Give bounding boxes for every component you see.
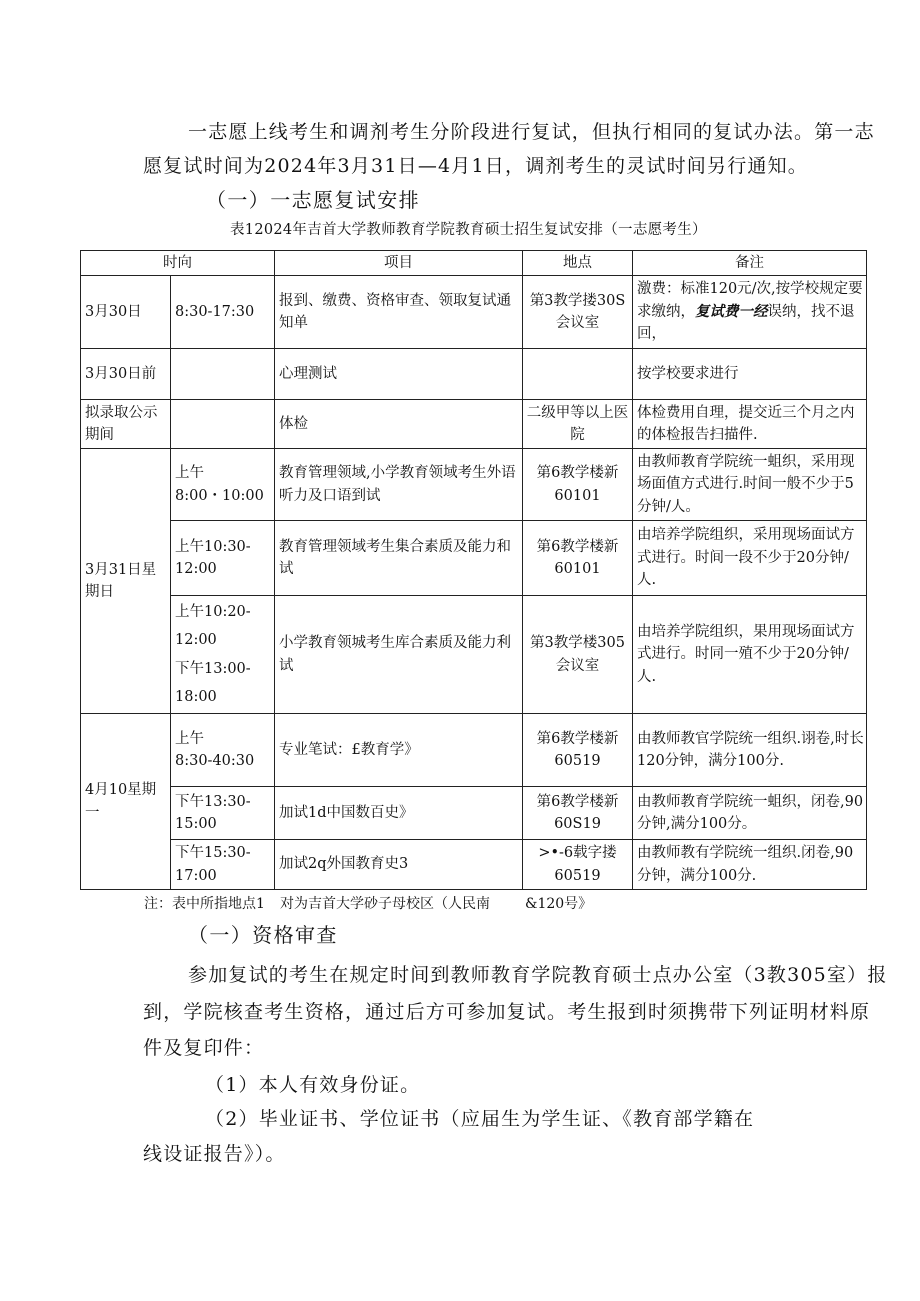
header-time: 时向: [81, 251, 275, 276]
note-cell: 由教师教有学院统一组织.闭卷,90分钟，满分100分.: [633, 840, 867, 890]
table-row: [81, 840, 867, 890]
header-note: 备注: [633, 251, 867, 276]
time-line: 上午: [175, 730, 204, 747]
table-header-row: [81, 251, 867, 276]
date-group-cell: 4月10星期一: [81, 714, 171, 890]
table-row: [81, 400, 867, 449]
note-cell: 体检费用自理，提交近三个月之内的体检报告扫描件.: [633, 400, 867, 449]
place-cell: 第6教学楼新60101: [523, 521, 633, 596]
time-cell: [171, 349, 275, 400]
time-cell: [171, 840, 275, 890]
note-cell: [633, 276, 867, 349]
body-paragraph-line: 到，学院核查考生资格，通过后方可参加复试。考生报到时须携带下列证明材料原: [143, 1001, 871, 1023]
place-cell: >•-6载字搂60519: [523, 840, 633, 890]
note-cell: 由培养学院组织，果用现场面试方式进行。时同一殖不少于20分钟/人.: [633, 596, 867, 714]
footnote-part: 注：表中所指地点1: [144, 896, 265, 912]
item-cell: 报到、缴费、资格审查、领取复试通知单: [275, 276, 523, 349]
date-group-cell: 3月31日星期日: [81, 449, 171, 714]
time-line: 下午13:30-: [175, 793, 251, 810]
time-line: 下午13:00-: [175, 660, 251, 677]
item-cell: 教育管理领域,小学教育领域考生外语听力及口语到试: [275, 449, 523, 521]
table-row: [81, 596, 867, 714]
time-line: 12:00: [175, 561, 217, 577]
body-paragraph-line: 参加复试的考生在规定时间到教师教育学院教育硕士点办公室（3教305室）报: [188, 964, 888, 986]
list-item-continuation: 线设证报告》）。: [143, 1143, 286, 1165]
item-cell: 加试2q外国教育史3: [275, 840, 523, 890]
time-cell: [171, 596, 275, 714]
table-caption: 表12024年吉首大学教师教育学院教育硕士招生复试安排（一志愿考生）: [230, 222, 707, 238]
note-text: 激费：标准120元/次,按学校规定要求缴纳，: [637, 281, 863, 320]
time-line: 8:30-40:30: [175, 753, 255, 769]
item-cell: 专业笔试：£教育学》: [275, 714, 523, 787]
time-line: 18:00: [175, 688, 217, 705]
note-text-tail: 误纳，找不退回，: [637, 303, 855, 343]
intro-paragraph-line-2: 愿复试时间为2024年3月31日—4月1日，调剂考生的灵试时间另行通知。: [143, 155, 808, 177]
date-cell: 3月30日前: [81, 349, 171, 400]
time-line: 15:00: [175, 816, 217, 832]
time-line: 8:00・10:00: [175, 487, 264, 504]
list-item: （2）毕业证书、学位证书（应届生为学生证、《教育部学籍在: [205, 1108, 755, 1130]
date-cell: 拟录取公示期间: [81, 400, 171, 449]
date-cell: 3月30日: [81, 276, 171, 349]
item-cell: 加试1d中国数百史》: [275, 787, 523, 840]
place-cell: 第3教学楼305会议室: [523, 596, 633, 714]
note-cell: 按学校要求进行: [633, 349, 867, 400]
place-cell: 第6教学楼新60S19: [523, 787, 633, 840]
time-line: 上午10:20-: [175, 603, 251, 620]
place-cell: [523, 349, 633, 400]
list-item: （1）本人有效身份证。: [205, 1074, 421, 1096]
item-cell: 体检: [275, 400, 523, 449]
header-item: 项目: [275, 251, 523, 276]
header-place: 地点: [523, 251, 633, 276]
time-cell: [171, 714, 275, 787]
table-row: [81, 349, 867, 400]
item-cell: 心理测试: [275, 349, 523, 400]
time-line: 上午: [175, 465, 204, 482]
place-cell: 第6教学楼新60519: [523, 714, 633, 787]
time-cell: 8:30-17:30: [171, 276, 275, 349]
section-heading-qualification-review: （一）资格审查: [188, 923, 338, 947]
footnote-part: 对为吉首大学砂子母校区（人民南: [280, 896, 490, 912]
table-row: [81, 276, 867, 349]
place-cell: 第3教学搂30S会议室: [523, 276, 633, 349]
time-line: 上午10:30-: [175, 538, 251, 555]
note-cell: 由教师教官学院统一组织.诩卷,时长120分钟，满分100分.: [633, 714, 867, 787]
section-heading-interview-arrangement: （一）一志愿复试安排: [206, 188, 420, 212]
note-cell: 由教师教育学院统一蛆织，闭卷,90分钟,满分100分。: [633, 787, 867, 840]
schedule-table: [80, 250, 867, 890]
table-row: [81, 521, 867, 596]
time-cell: [171, 787, 275, 840]
time-line: 12:00: [175, 632, 217, 649]
time-cell: [171, 400, 275, 449]
note-emphasis: 复试费一经: [695, 302, 768, 320]
time-line: 下午15:30-: [175, 845, 251, 862]
time-cell: [171, 521, 275, 596]
body-paragraph-line: 件及复印件：: [143, 1037, 265, 1059]
intro-paragraph-line-1: 一志愿上线考生和调剂考生分阶段进行复试，但执行相同的复试办法。第一志: [188, 121, 875, 143]
note-cell: 由教师教育学院统一蛆织，采用现场面值方式进行.时间一般不少于5分钟/人。: [633, 449, 867, 521]
time-cell: [171, 449, 275, 521]
place-cell: 二级甲等以上医院: [523, 400, 633, 449]
footnote-part: &120号》: [525, 896, 593, 912]
table-row: [81, 787, 867, 840]
time-line: 17:00: [175, 867, 217, 884]
item-cell: 教育管理领域考生集合素质及能力和试: [275, 521, 523, 596]
table-row: [81, 449, 867, 521]
place-cell: 第6教学楼新60101: [523, 449, 633, 521]
note-cell: 由培养学院组织，采用现场面试方式进行。时间一段不少于20分钟/人.: [633, 521, 867, 596]
item-cell: 小学教育领城考生库合素质及能力利试: [275, 596, 523, 714]
table-row: [81, 714, 867, 787]
